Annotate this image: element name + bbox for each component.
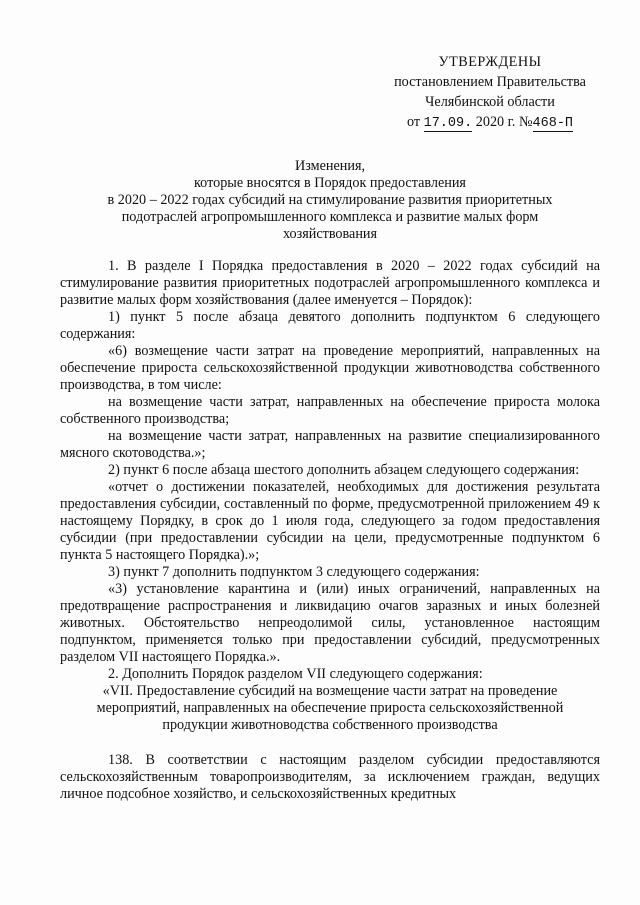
document-number: 468-П (532, 116, 574, 131)
date-prefix: от (406, 114, 421, 130)
paragraph: 2) пункт 6 после абзаца шестого дополнить абзацем следующего содержания: (108, 462, 580, 478)
approval-block (370, 52, 610, 134)
approval-heading: УТВЕРЖДЕНЫ (438, 54, 542, 70)
paragraph: «3) установление карантина и (или) иных ограничений, направленных на предотвращение распространения и ликвидацию очагов заразных и иных болезней животных. Обстоятельство непреодолимой силы, установленное настоящим подпунктом, применяется только при предоставлении субсидий, предусмотренных разделом VII настоящего Порядка.». (60, 581, 600, 665)
title-line-5: хозяйствования (282, 226, 378, 242)
section-heading-line-2: мероприятий, направленных на обеспечение прироста сельскохозяйственной (96, 700, 564, 716)
paragraph: 1) пункт 5 после абзаца девятого дополнить подпунктом 6 следующего содержания: (60, 309, 600, 342)
approval-line-1: постановлением Правительства (394, 74, 586, 90)
title-line-2: которые вносятся в Порядок предоставления (194, 175, 466, 191)
approval-line-2: Челябинской области (425, 94, 555, 110)
paragraph: 3) пункт 7 дополнить подпунктом 3 следующего содержания: (108, 564, 480, 580)
document-body (60, 258, 600, 803)
title-line-4: подотраслей агропромышленного комплекса и развитие малых форм (121, 209, 539, 225)
section-heading-line-1: «VII. Предоставление субсидий на возмещение части затрат на проведение (102, 683, 558, 699)
paragraph: «6) возмещение части затрат на проведение мероприятий, направленных на обеспечение прироста сельскохозяйственной продукции животноводства собственного производства, в том числе: (60, 343, 600, 393)
paragraph: 2. Дополнить Порядок разделом VII следующего содержания: (108, 666, 483, 682)
title-line-1: Изменения, (294, 158, 366, 174)
section-heading-line-3: продукции животноводства собственного производства (162, 717, 498, 733)
paragraph: 1. В разделе I Порядка предоставления в 2020 – 2022 годах субсидий на стимулирование развития приоритетных подотраслей агропромышленного комплекса и развитие малых форм хозяйствования (далее именуется – Порядок): (60, 258, 600, 308)
paragraph: на возмещение части затрат, направленных на обеспечение прироста молока собственного производства; (60, 394, 600, 427)
title-line-3: в 2020 – 2022 годах субсидий на стимулирование развития приоритетных (107, 192, 553, 208)
closing-paragraph: 138. В соответствии с настоящим разделом субсидии предоставляются сельскохозяйственным товаропроизводителям, за исключением граждан, ведущих личное подсобное хозяйство, и сельскохозяйственных кредитных (60, 752, 600, 802)
document-title (80, 158, 580, 243)
date-year: 2020 г. № (475, 114, 533, 130)
date-value: 17.09. (423, 116, 473, 131)
approval-date-line (370, 112, 610, 134)
paragraph: на возмещение части затрат, направленных на развитие специализированного мясного скотоводства.»; (60, 428, 600, 461)
paragraph: «отчет о достижении показателей, необходимых для достижения результата предоставления субсидии, составленный по форме, предусмотренной приложением 49 к настоящему Порядку, в срок до 1 июля года, следующего за годом предоставления субсидии (при предоставлении субсидии на цели, предусмотренные подпунктом 6 пункта 5 настоящего Порядка).»; (60, 479, 600, 563)
